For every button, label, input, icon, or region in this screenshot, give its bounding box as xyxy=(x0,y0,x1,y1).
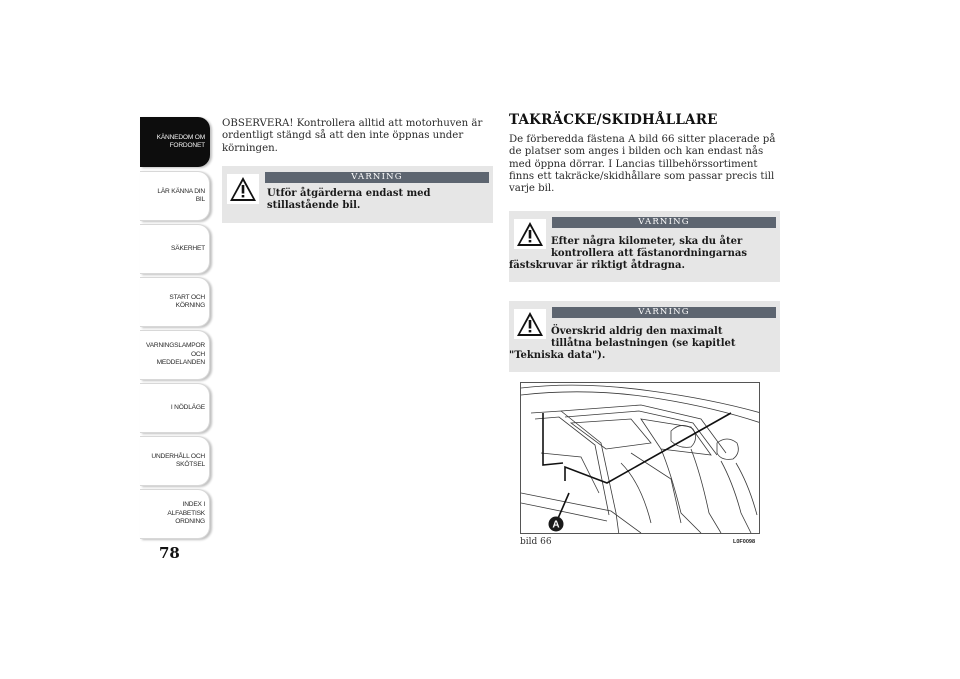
warning-header: VARNING xyxy=(265,172,489,183)
tab-index[interactable]: INDEX I ALFABETISK ORDNING xyxy=(140,489,210,539)
page-number: 78 xyxy=(159,544,180,562)
warning-text: Efter några kilometer, ska du åter kontrollera att fästanordningarnas fästskruvar är riktigt åtdragna. xyxy=(509,236,747,271)
tab-i-nodlage[interactable]: I NÖDLÄGE xyxy=(140,383,210,433)
warning-box-right-2 xyxy=(509,301,780,372)
tab-kannedom-om-fordonet[interactable]: KÄNNEDOM OM FORDONET xyxy=(140,117,210,167)
warning-header: VARNING xyxy=(552,217,776,228)
warning-text: Överskrid aldrig den maximalt tillåtna belastningen (se kapitlet "Tekniska data"). xyxy=(509,326,736,361)
intro-paragraph: De förberedda fästena A bild 66 sitter placerade på de platser som anges i bilden och kan endast nås med öppna dörrar. I Lancias tillbehörssortiment finns ett takräcke/skidhållare som passar precis till varje bil. xyxy=(509,134,776,195)
tab-lar-kanna-din-bil[interactable]: LÄR KÄNNA DIN BIL xyxy=(140,171,210,221)
tab-sakerhet[interactable]: SÄKERHET xyxy=(140,224,210,274)
observe-paragraph: OBSERVERA! Kontrollera alltid att motorhuven är ordentligt stängd så att den inte öppnas under körningen. xyxy=(222,118,483,154)
car-door-drawing xyxy=(521,383,760,534)
callout-a-label: A xyxy=(552,519,560,531)
section-heading: TAKRÄCKE/SKIDHÅLLARE xyxy=(509,112,718,128)
left-column xyxy=(222,118,494,155)
tab-varningslampor[interactable]: VARNINGSLAMPOR OCH MEDDELANDEN xyxy=(140,330,210,380)
warning-triangle-icon xyxy=(227,174,259,204)
warning-box-left xyxy=(222,166,493,223)
figure-code: L0F0098 xyxy=(733,539,756,545)
warning-box-right-1 xyxy=(509,211,780,282)
tab-start-och-korning[interactable]: START OCH KÖRNING xyxy=(140,277,210,327)
figure-roof-rack-mounts xyxy=(520,382,760,534)
right-column xyxy=(509,112,781,195)
figure-caption: bild 66 xyxy=(520,537,552,547)
warning-text: Utför åtgärderna endast med stillastående bil. xyxy=(267,188,431,211)
tab-underhall-och-skotsel[interactable]: UNDERHÅLL OCH SKÖTSEL xyxy=(140,436,210,486)
warning-header: VARNING xyxy=(552,307,776,318)
